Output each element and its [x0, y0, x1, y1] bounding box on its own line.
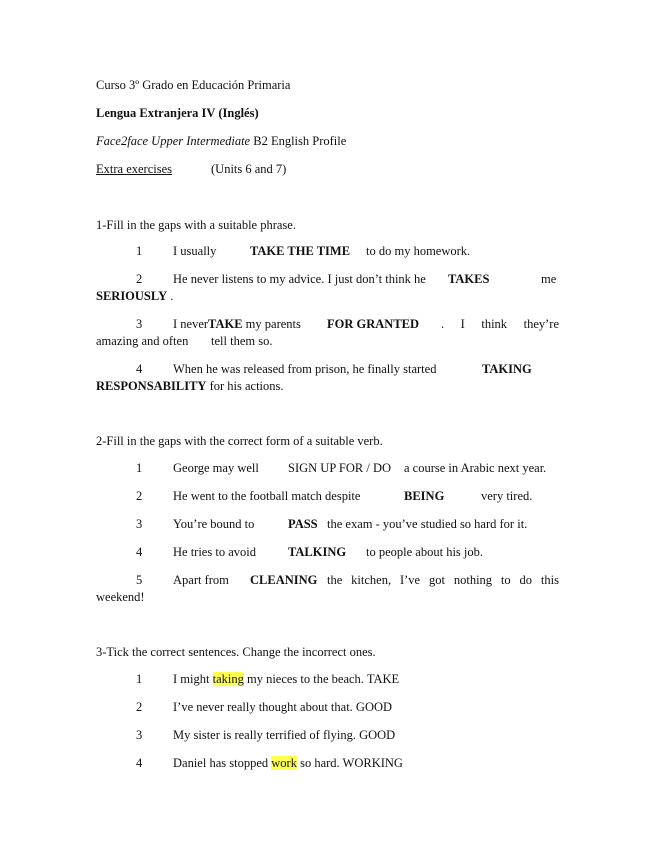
- ex2-item1-answer: SIGN UP FOR / DO: [288, 461, 392, 475]
- ex2-item3-pre: You’re bound to: [173, 517, 255, 531]
- ex2-item2-number: 2: [136, 489, 143, 503]
- ex1-item3-pre: I never: [173, 317, 209, 331]
- ex3-item1-text: [173, 671, 399, 687]
- ex2-item5-number: 5: [136, 573, 143, 587]
- ex3-item4-highlight: work: [271, 756, 297, 770]
- ex1-title: 1-Fill in the gaps with a suitable phrase.: [96, 218, 296, 232]
- ex3-item2-text: I’ve never really thought about that. GOOD: [173, 700, 393, 714]
- ex2-item4-post: to people about his job.: [366, 545, 483, 559]
- ex1-item1-post: to do my homework.: [366, 244, 471, 258]
- ex2-item5-line2: weekend!: [96, 590, 145, 604]
- ex2-item2-answer: BEING: [404, 489, 445, 503]
- ex1-item1-answer: TAKE THE TIME: [250, 244, 351, 258]
- ex1-item4-answer: TAKING: [482, 362, 532, 376]
- ex1-item4-answer2: RESPONSABILITY: [96, 379, 207, 393]
- ex2-item4-number: 4: [136, 545, 143, 559]
- ex1-item2-pre: He never listens to my advice. I just don’t think he: [173, 272, 426, 286]
- ex1-item3-answer2: FOR GRANTED: [327, 317, 420, 331]
- ex1-item2-answer: TAKES: [448, 272, 490, 286]
- ex1-item2-number: 2: [136, 272, 143, 286]
- ex2-item3-number: 3: [136, 517, 143, 531]
- ex3-item1-highlight: taking: [212, 672, 244, 686]
- ex2-item4-answer: TALKING: [288, 545, 347, 559]
- ex2-item5-answer: CLEANING: [250, 573, 318, 587]
- ex2-item5-pre: Apart from: [173, 573, 229, 587]
- book-level: B2 English Profile: [253, 134, 347, 148]
- ex3-item1-post: my nieces to the beach. TAKE: [246, 672, 400, 686]
- ex1-item2-post2: .: [170, 289, 174, 303]
- ex1-item3-number: 3: [136, 317, 143, 331]
- book-line: [96, 133, 346, 149]
- ex3-item2-number: 2: [136, 700, 143, 714]
- ex1-item4-pre: When he was released from prison, he finally started: [173, 362, 437, 376]
- ex1-item2-answer2: SERIOUSLY: [96, 289, 168, 303]
- ex3-item1-number: 1: [136, 672, 143, 686]
- ex2-item1-number: 1: [136, 461, 143, 475]
- ex1-item2-post: me: [541, 272, 557, 286]
- ex1-item4-post2: for his actions.: [209, 379, 284, 393]
- ex2-item3-answer: PASS: [288, 517, 318, 531]
- ex1-item1-pre: I usually: [173, 244, 217, 258]
- ex3-item4-pre: Daniel has stopped: [173, 756, 269, 770]
- ex3-item4-post: so hard. WORKING: [300, 756, 403, 770]
- ex1-item3-answer: TAKE: [208, 317, 243, 331]
- ex3-title: 3-Tick the correct sentences. Change the incorrect ones.: [96, 645, 376, 659]
- ex2-item5-post: the kitchen, I’ve got nothing to do this: [327, 573, 559, 587]
- ex2-item2-pre: He went to the football match despite: [173, 489, 361, 503]
- ex3-item4-text: [173, 755, 403, 771]
- ex1-item4-number: 4: [136, 362, 143, 376]
- ex2-item3-post: the exam - you’ve studied so hard for it.: [327, 517, 528, 531]
- ex3-item1-pre: I might: [173, 672, 210, 686]
- ex2-item4-pre: He tries to avoid: [173, 545, 256, 559]
- ex3-item3-text: My sister is really terrified of flying. GOOD: [173, 728, 396, 742]
- ex2-item2-post: very tired.: [481, 489, 533, 503]
- ex1-item3-line2: amazing and often: [96, 334, 189, 348]
- ex1-item4-line2: [96, 378, 284, 394]
- ex3-item3-number: 3: [136, 728, 143, 742]
- units-label: (Units 6 and 7): [211, 162, 287, 176]
- ex1-item2-line2: [96, 288, 173, 304]
- ex1-item3-line1: [173, 316, 301, 332]
- ex1-item3-line2b: tell them so.: [211, 334, 273, 348]
- extra-exercises-label: Extra exercises: [96, 162, 173, 176]
- ex1-item1-number: 1: [136, 244, 143, 258]
- ex2-item1-post: a course in Arabic next year.: [404, 461, 547, 475]
- book-title: Face2face Upper Intermediate: [96, 134, 251, 148]
- subject-title: Lengua Extranjera IV (Inglés): [96, 106, 259, 120]
- ex3-item4-number: 4: [136, 756, 143, 770]
- ex1-item3-mid: my parents: [245, 317, 301, 331]
- course-line: Curso 3º Grado en Educación Primaria: [96, 78, 291, 92]
- ex2-title: 2-Fill in the gaps with the correct form of a suitable verb.: [96, 434, 383, 448]
- ex1-item3-post: . I think they’re: [441, 317, 559, 331]
- ex2-item1-pre: George may well: [173, 461, 259, 475]
